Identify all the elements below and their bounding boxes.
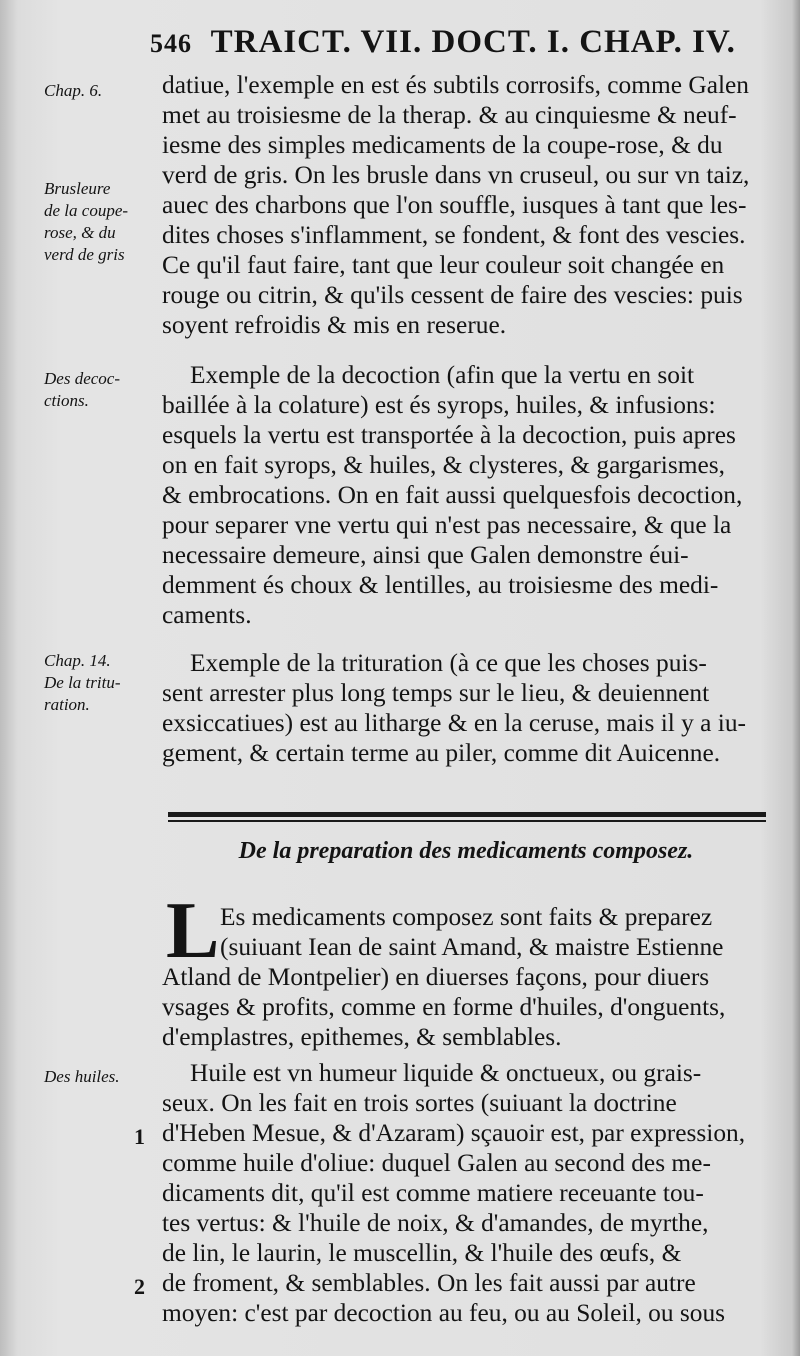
divider-rule bbox=[168, 812, 766, 817]
margin-note-line: de la coupe- bbox=[44, 201, 129, 220]
section-title: De la preparation des medicaments composez. bbox=[238, 838, 694, 864]
running-header bbox=[150, 24, 770, 61]
text-line: gement, & certain terme au piler, comme dit Auicenne. bbox=[162, 739, 721, 767]
text-line: datiue, l'exemple en est és subtils corrosifs, comme Galen bbox=[162, 71, 749, 99]
text-line: Exemple de la decoction (afin que la vertu en soit bbox=[190, 361, 695, 389]
page-number: 546 bbox=[150, 29, 192, 58]
text-line: rouge ou citrin, & qu'ils cessent de faire des vescies: puis bbox=[162, 281, 743, 309]
text-line: soyent refroidis & mis en reserue. bbox=[162, 311, 507, 339]
margin-number-1: 1 bbox=[134, 1124, 145, 1149]
text-line: & embrocations. On en fait aussi quelquesfois decoction, bbox=[162, 481, 743, 509]
text-line: moyen: c'est par decoction au feu, ou au Soleil, ou sous bbox=[162, 1299, 726, 1327]
drop-cap: L bbox=[166, 887, 220, 975]
text-line: tes vertus: & l'huile de noix, & d'amandes, de myrthe, bbox=[162, 1209, 709, 1237]
margin-note-line: ctions. bbox=[44, 391, 89, 410]
text-line: demment és choux & lentilles, au troisiesme des medi- bbox=[162, 571, 719, 599]
margin-note-line: Chap. 14. bbox=[44, 651, 111, 670]
text-line: verd de gris. On les brusle dans vn cruseul, ou sur vn taiz, bbox=[162, 161, 750, 189]
text-line: Atland de Montpelier) en diuerses façons, pour diuers bbox=[162, 963, 710, 991]
text-line: de froment, & semblables. On les fait aussi par autre bbox=[162, 1269, 696, 1297]
divider-rule-thin bbox=[168, 820, 766, 822]
paragraph-2 bbox=[162, 360, 774, 630]
paragraph-1 bbox=[162, 70, 774, 340]
text-line: auec des charbons que l'on souffle, iusques à tant que les- bbox=[162, 191, 747, 219]
text-line: Es medicaments composez sont faits & preparez bbox=[220, 903, 713, 931]
text-line: iesme des simples medicaments de la coupe-rose, & du bbox=[162, 131, 723, 159]
text-line: comme huile d'oliue: duquel Galen au second des me- bbox=[162, 1149, 711, 1177]
margin-note-line: ration. bbox=[44, 695, 90, 714]
text-line: (suiuant Iean de saint Amand, & maistre Estienne bbox=[220, 933, 724, 961]
margin-note-decoctions bbox=[44, 368, 156, 412]
paragraph-3 bbox=[162, 648, 774, 768]
text-line: dites choses s'inflamment, se fondent, & font des vescies. bbox=[162, 221, 746, 249]
margin-note-line: verd de gris bbox=[44, 245, 125, 264]
text-line: d'emplastres, epithemes, & semblables. bbox=[162, 1023, 562, 1051]
text-line: Exemple de la trituration (à ce que les choses puis- bbox=[190, 649, 707, 677]
margin-note-line: Des decoc- bbox=[44, 369, 120, 388]
text-line: vsages & profits, comme en forme d'huiles, d'onguents, bbox=[162, 993, 726, 1021]
margin-note-huiles bbox=[44, 1066, 156, 1088]
text-line: met au troisiesme de la therap. & au cinquiesme & neuf- bbox=[162, 101, 737, 129]
text-line: necessaire demeure, ainsi que Galen demonstre éui- bbox=[162, 541, 689, 569]
margin-note-line: De la tritu- bbox=[44, 673, 121, 692]
text-line: dicaments dit, qu'il est comme matiere receuante tou- bbox=[162, 1179, 704, 1207]
margin-note-text: Chap. 6. bbox=[44, 81, 103, 100]
text-line: d'Heben Mesue, & d'Azaram) sçauoir est, par expression, bbox=[162, 1119, 746, 1147]
paragraph-4 bbox=[162, 902, 774, 1052]
margin-note-chap6 bbox=[44, 80, 156, 102]
margin-note-line: rose, & du bbox=[44, 223, 116, 242]
margin-note-line: Des huiles. bbox=[44, 1067, 120, 1086]
text-line: esquels la vertu est transportée à la decoction, puis apres bbox=[162, 421, 736, 449]
margin-number-2: 2 bbox=[134, 1274, 145, 1299]
running-title: TRAICT. VII. DOCT. I. CHAP. IV. bbox=[210, 24, 736, 60]
text-line: on en fait syrops, & huiles, & clysteres, & gargarismes, bbox=[162, 451, 725, 479]
margin-note-chap14 bbox=[44, 650, 156, 716]
text-line: pour separer vne vertu qui n'est pas necessaire, & que la bbox=[162, 511, 732, 539]
margin-note-line: Brusleure bbox=[44, 179, 111, 198]
text-line: seux. On les fait en trois sortes (suiuant la doctrine bbox=[162, 1089, 677, 1117]
margin-note-brusleure bbox=[44, 178, 156, 266]
text-line: Ce qu'il faut faire, tant que leur couleur soit changée en bbox=[162, 251, 725, 279]
paragraph-5 bbox=[162, 1058, 774, 1328]
text-line: Huile est vn humeur liquide & onctueux, ou grais- bbox=[190, 1059, 702, 1087]
text-line: sent arrester plus long temps sur le lieu, & deuiennent bbox=[162, 679, 710, 707]
text-line: de lin, le laurin, le muscellin, & l'huile des œufs, & bbox=[162, 1239, 682, 1267]
text-line: caments. bbox=[162, 601, 252, 629]
text-line: baillée à la colature) est és syrops, huiles, & infusions: bbox=[162, 391, 716, 419]
text-line: exsiccatiues) est au litharge & en la ceruse, mais il y a iu- bbox=[162, 709, 747, 737]
